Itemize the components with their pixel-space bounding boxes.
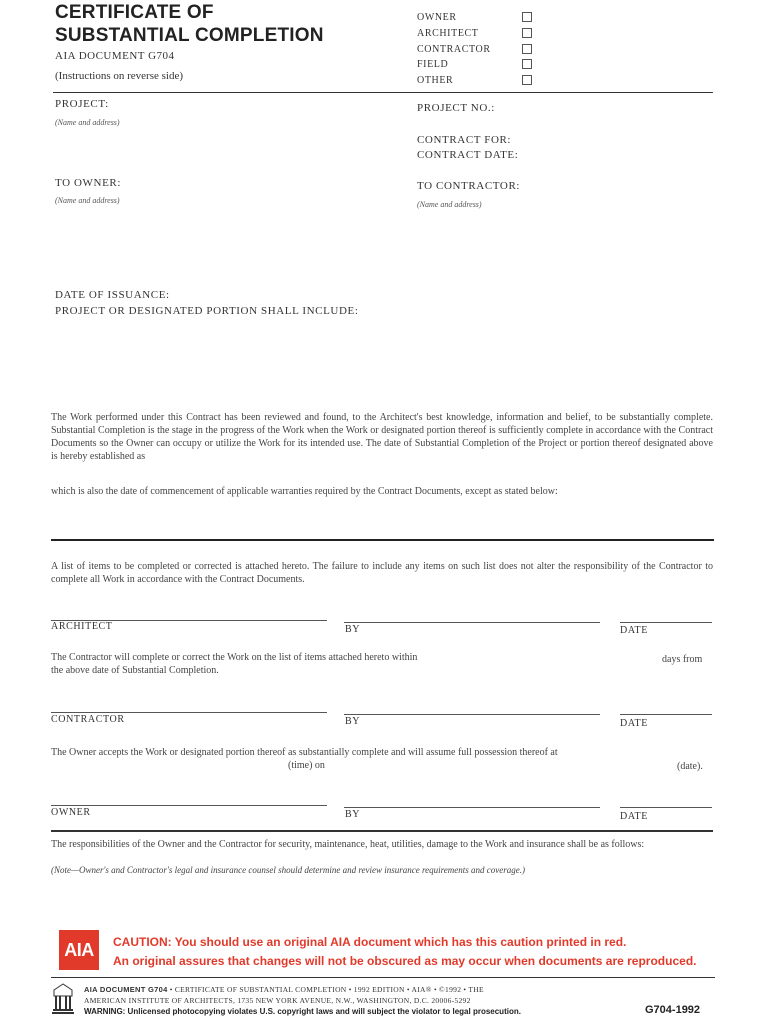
time-on-text: (time) on — [288, 760, 325, 771]
owner-date-label: DATE — [620, 811, 648, 822]
owner-signature-line[interactable] — [51, 805, 327, 806]
architect-label: ARCHITECT — [51, 621, 113, 632]
contractor-date-label: DATE — [620, 718, 648, 729]
instructions-note: (Instructions on reverse side) — [55, 70, 183, 82]
contractor-date-line[interactable] — [620, 714, 712, 715]
checkbox-other[interactable] — [522, 75, 532, 85]
contractor-completion-text: The Contractor will complete or correct the Work on the list of items attached hereto within — [51, 652, 418, 663]
contractor-completion-text-2: the above date of Substantial Completion. — [51, 665, 219, 676]
title-line1: CERTIFICATE OF — [55, 2, 214, 23]
exceptions-divider — [51, 539, 714, 541]
distribution-architect: ARCHITECT — [417, 27, 479, 39]
insurance-note: (Note—Owner's and Contractor's legal and insurance counsel should determine and review insurance requirements and coverage.) — [51, 865, 526, 875]
owner-date-line[interactable] — [620, 807, 712, 808]
footer-warning: WARNING: Unlicensed photocopying violates U.S. copyright laws and will subject the violator to legal prosecution. — [84, 1007, 521, 1016]
responsibilities-text: The responsibilities of the Owner and the Contractor for security, maintenance, heat, utilities, damage to the Work and insurance shall be as follows: — [51, 839, 645, 850]
contract-date-label: CONTRACT DATE: — [417, 149, 519, 161]
portion-label: PROJECT OR DESIGNATED PORTION SHALL INCLUDE: — [55, 305, 359, 317]
distribution-owner: OWNER — [417, 12, 457, 23]
caution-line-1: CAUTION: You should use an original AIA document which has this caution printed in red. — [113, 935, 627, 949]
doc-number: AIA DOCUMENT G704 — [55, 50, 175, 62]
distribution-field: FIELD — [417, 59, 449, 71]
to-owner-label: TO OWNER: — [55, 177, 121, 189]
checkbox-owner[interactable] — [522, 12, 532, 22]
distribution-checkboxes — [522, 12, 532, 91]
date-of-issuance-label: DATE OF ISSUANCE: — [55, 289, 170, 301]
to-contractor-hint: (Name and address) — [417, 200, 482, 209]
contractor-by-label: BY — [345, 716, 361, 727]
distribution-contractor: CONTRACTOR — [417, 43, 491, 55]
checkbox-contractor[interactable] — [522, 44, 532, 54]
aia-caution-logo: AIA — [59, 930, 99, 970]
architect-by-label: BY — [345, 624, 361, 635]
checkbox-architect[interactable] — [522, 28, 532, 38]
architect-date-label: DATE — [620, 625, 648, 636]
architect-by-line[interactable] — [344, 622, 600, 623]
owner-acceptance-text: The Owner accepts the Work or designated portion thereof as substantially complete and will assume full possession thereof at — [51, 747, 558, 758]
to-owner-hint: (Name and address) — [55, 196, 120, 205]
to-contractor-label: TO CONTRACTOR: — [417, 180, 521, 192]
footer-code: G704-1992 — [645, 1004, 701, 1016]
contract-for-label: CONTRACT FOR: — [417, 134, 512, 146]
responsibilities-divider — [51, 830, 713, 832]
date-paren-text: (date). — [677, 761, 703, 772]
distribution-other: OTHER — [417, 75, 454, 87]
owner-by-label: BY — [345, 809, 361, 820]
project-hint: (Name and address) — [55, 118, 120, 127]
list-of-items-paragraph: A list of items to be completed or corrected is attached hereto. The failure to include any items on such list does not alter the responsibility of the Contractor to complete all Work in accordance with the Contract Documents. — [51, 561, 713, 585]
contractor-by-line[interactable] — [344, 714, 600, 715]
footer-divider — [51, 977, 715, 978]
architect-date-line[interactable] — [620, 622, 712, 623]
project-label: PROJECT: — [55, 98, 109, 110]
warranties-paragraph: which is also the date of commencement of applicable warranties required by the Contract Documents, except as stated below: — [51, 486, 558, 497]
owner-by-line[interactable] — [344, 807, 600, 808]
footer-line-2: AMERICAN INSTITUTE OF ARCHITECTS, 1735 NEW YORK AVENUE, N.W., WASHINGTON, D.C. 20006-5292 — [84, 996, 471, 1005]
substantial-completion-paragraph: The Work performed under this Contract has been reviewed and found, to the Architect's best knowledge, information and belief, to be substantially complete. Substantial Completion is the stage in the progress of the Work when the Work or designated portion thereof is sufficiently complete in accordance with the Contract Documents so the Owner can occupy or utilize the Work for its intended use. The date of Substantial Completion of the Project or portion thereof designated above is hereby established as — [51, 412, 713, 462]
header-divider — [53, 92, 713, 93]
title-line2: SUBSTANTIAL COMPLETION — [55, 25, 324, 46]
footer-doc-number: AIA DOCUMENT G704 — [84, 985, 168, 994]
project-no-label: PROJECT NO.: — [417, 102, 495, 114]
owner-label: OWNER — [51, 807, 91, 818]
caution-line-2: An original assures that changes will not be obscured as may occur when documents are reproduced. — [113, 954, 697, 968]
aia-seal-icon — [50, 982, 76, 1016]
footer-line-1 — [84, 985, 484, 994]
contractor-signature-line[interactable] — [51, 712, 327, 713]
checkbox-field[interactable] — [522, 59, 532, 69]
contractor-label: CONTRACTOR — [51, 714, 125, 725]
footer-line-1-rest: • CERTIFICATE OF SUBSTANTIAL COMPLETION • 1992 EDITION • AIA® • ©1992 • THE — [167, 985, 484, 994]
days-from-text: days from — [662, 654, 703, 665]
distribution-list — [417, 10, 491, 89]
